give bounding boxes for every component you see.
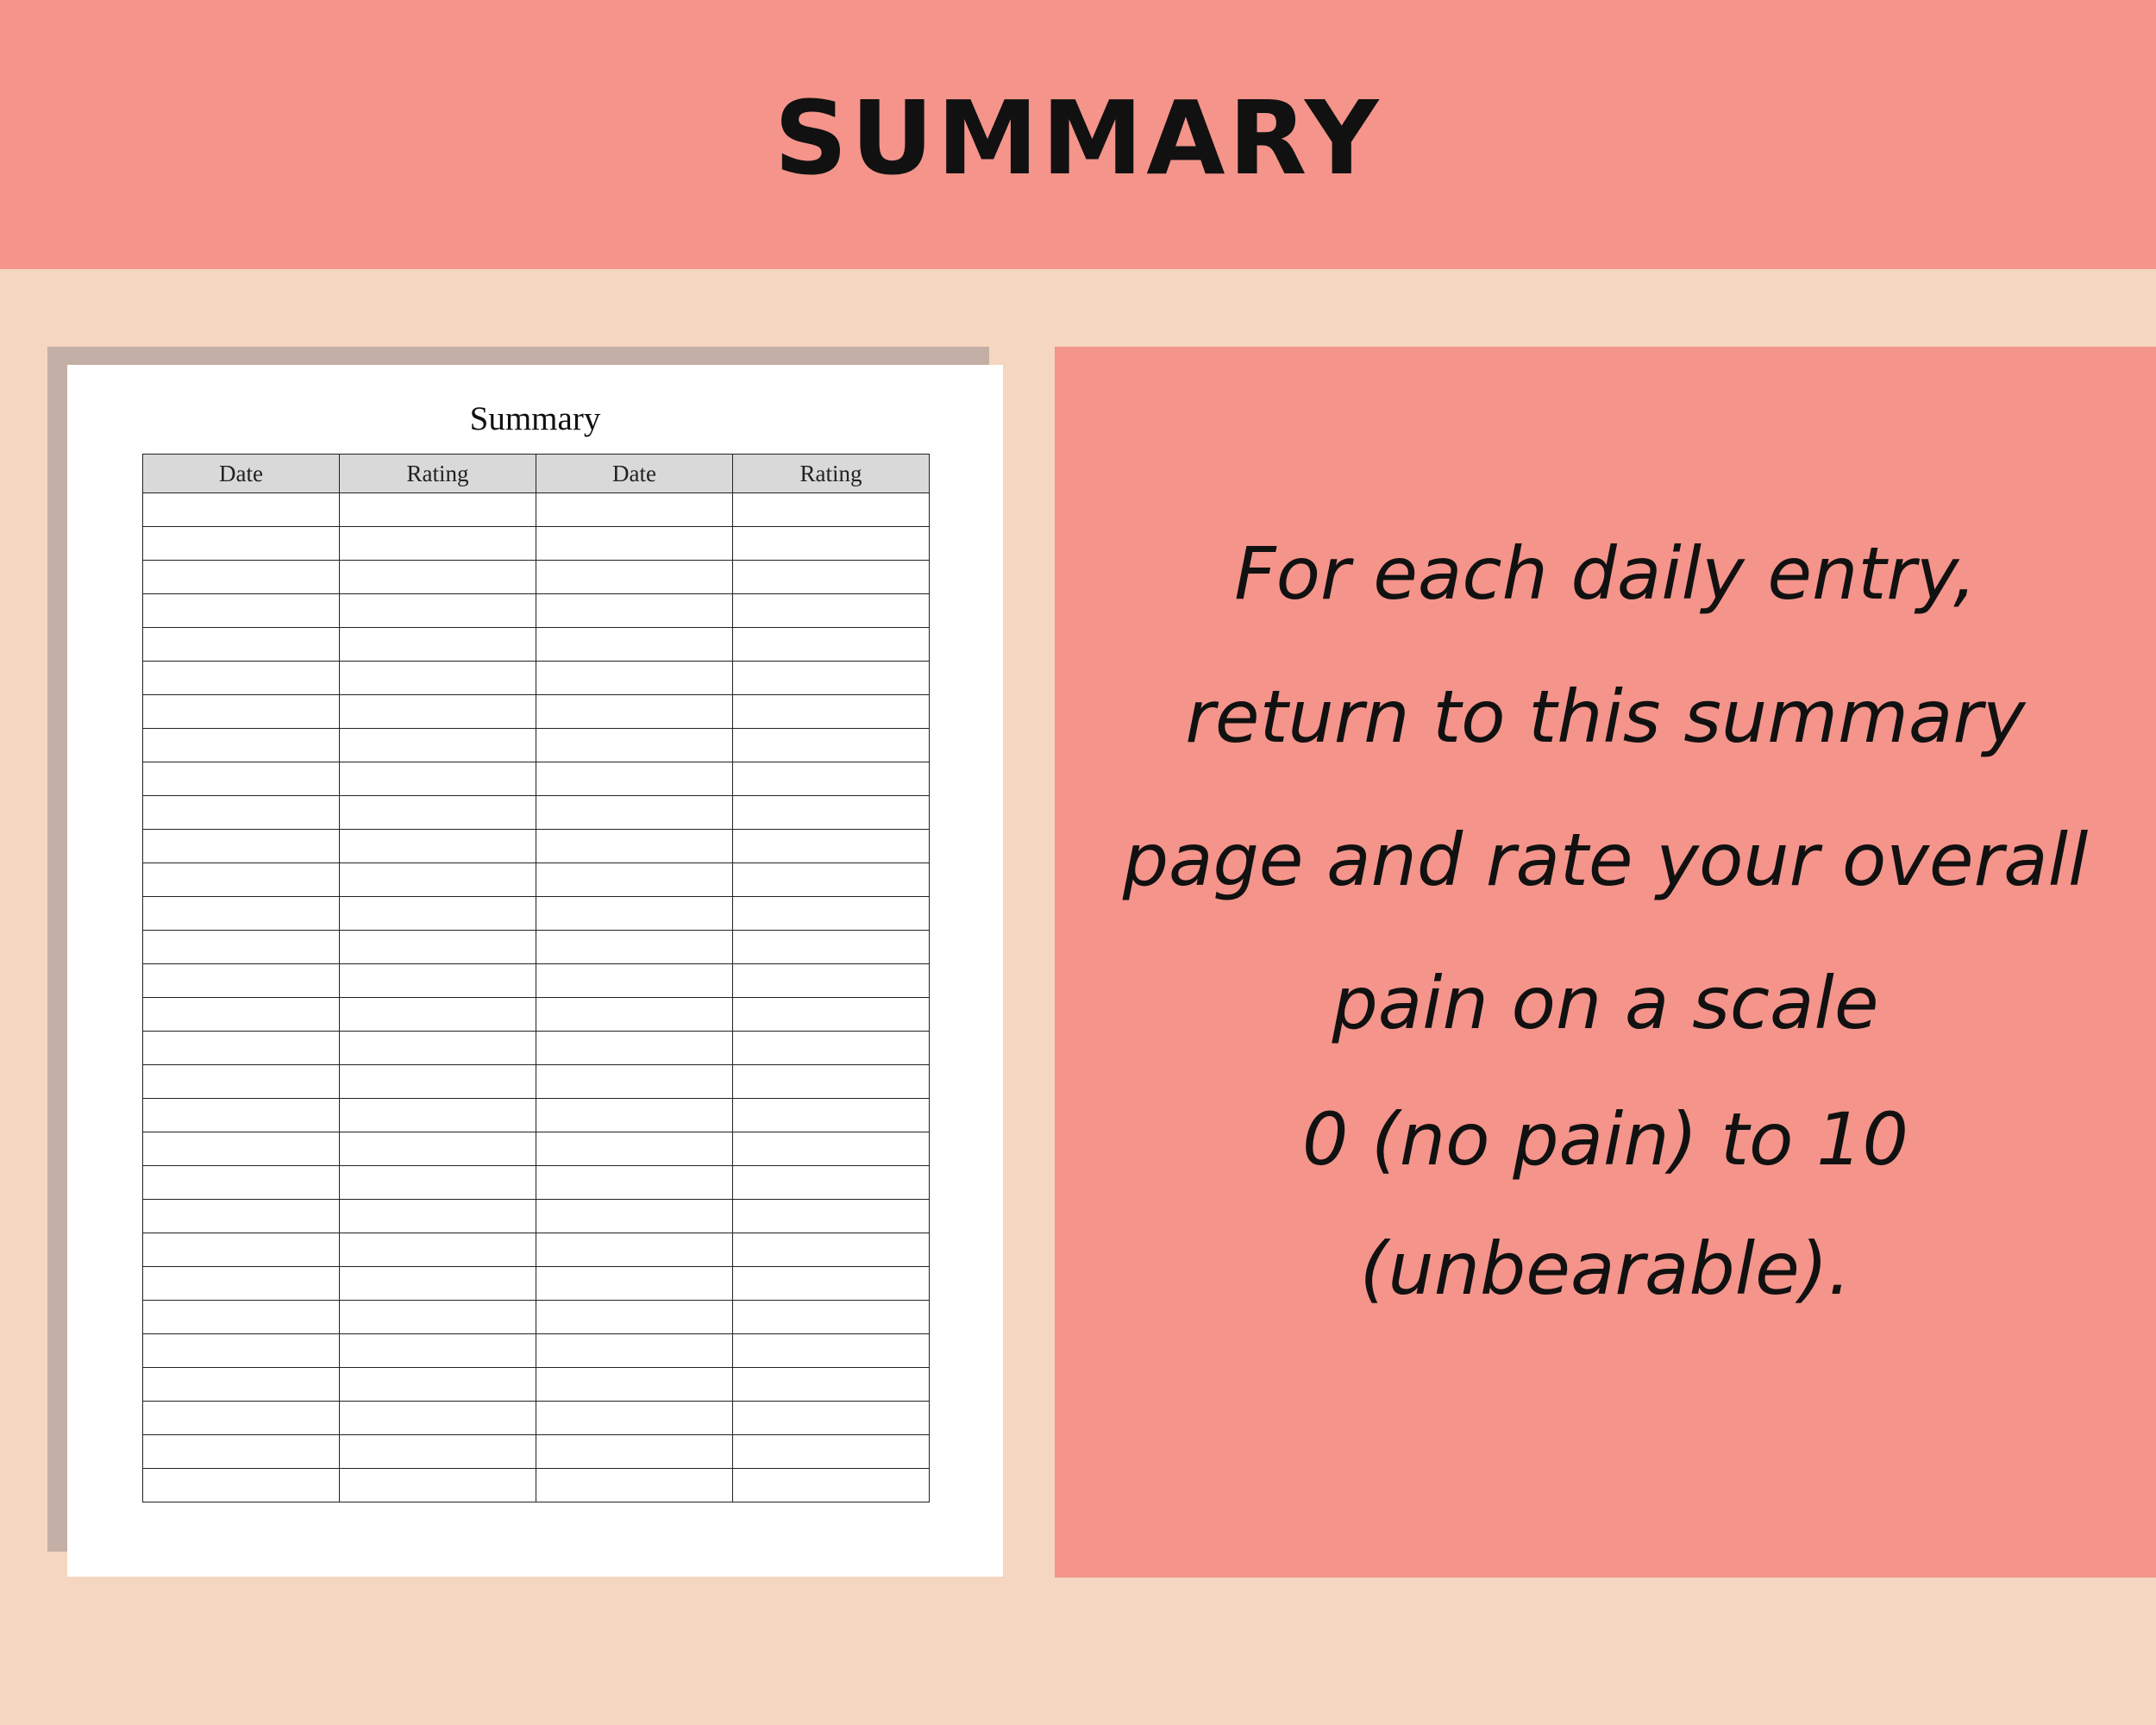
blank-cell	[733, 931, 930, 964]
blank-cell	[733, 493, 930, 527]
table-row	[143, 527, 930, 561]
blank-cell	[536, 964, 733, 998]
banner-title: SUMMARY	[774, 78, 1382, 198]
blank-cell	[340, 1301, 536, 1334]
blank-cell	[733, 1132, 930, 1166]
blank-cell	[536, 830, 733, 863]
sheet-title: Summary	[469, 400, 601, 437]
instruction-line: For each daily entry,	[1234, 531, 1977, 616]
table-row	[143, 1200, 930, 1233]
table-row	[143, 1099, 930, 1132]
blank-cell	[733, 1099, 930, 1132]
table-body	[143, 493, 930, 1502]
blank-cell	[733, 1032, 930, 1065]
blank-cell	[143, 796, 340, 830]
table-row	[143, 493, 930, 527]
blank-cell	[340, 897, 536, 931]
blank-cell	[340, 762, 536, 796]
blank-cell	[733, 527, 930, 561]
summary-table	[142, 454, 930, 1502]
blank-cell	[143, 1032, 340, 1065]
instruction-line: return to this summary	[1185, 674, 2026, 759]
instruction-line: page and rate your overall	[1122, 818, 2089, 902]
blank-cell	[143, 1435, 340, 1469]
blank-cell	[143, 931, 340, 964]
blank-cell	[143, 1469, 340, 1502]
table-row	[143, 863, 930, 897]
blank-cell	[143, 729, 340, 762]
blank-cell	[733, 863, 930, 897]
blank-cell	[143, 830, 340, 863]
table-row	[143, 897, 930, 931]
blank-cell	[340, 863, 536, 897]
blank-cell	[536, 1435, 733, 1469]
blank-cell	[143, 863, 340, 897]
blank-cell	[143, 628, 340, 662]
blank-cell	[536, 594, 733, 628]
blank-cell	[340, 527, 536, 561]
table-row	[143, 1065, 930, 1099]
blank-cell	[340, 1233, 536, 1267]
table-row	[143, 1166, 930, 1200]
blank-cell	[733, 830, 930, 863]
blank-cell	[340, 1469, 536, 1502]
blank-cell	[733, 695, 930, 729]
blank-cell	[340, 1368, 536, 1402]
blank-cell	[733, 1233, 930, 1267]
blank-cell	[536, 1166, 733, 1200]
table-row	[143, 1334, 930, 1368]
blank-cell	[733, 1301, 930, 1334]
table-row	[143, 561, 930, 594]
blank-cell	[143, 493, 340, 527]
blank-cell	[143, 695, 340, 729]
blank-cell	[733, 796, 930, 830]
blank-cell	[340, 830, 536, 863]
blank-cell	[340, 561, 536, 594]
blank-cell	[143, 897, 340, 931]
blank-cell	[143, 527, 340, 561]
blank-cell	[733, 998, 930, 1032]
blank-cell	[733, 729, 930, 762]
blank-cell	[143, 1200, 340, 1233]
blank-cell	[340, 695, 536, 729]
blank-cell	[340, 931, 536, 964]
blank-cell	[536, 1469, 733, 1502]
blank-cell	[340, 1435, 536, 1469]
blank-cell	[536, 796, 733, 830]
blank-cell	[340, 1267, 536, 1301]
blank-cell	[536, 729, 733, 762]
table-row	[143, 594, 930, 628]
table-row	[143, 662, 930, 695]
header-banner	[0, 0, 2156, 269]
blank-cell	[340, 1200, 536, 1233]
blank-cell	[340, 1132, 536, 1166]
table-row	[143, 1469, 930, 1502]
blank-cell	[536, 1334, 733, 1368]
blank-cell	[536, 662, 733, 695]
blank-cell	[536, 628, 733, 662]
blank-cell	[340, 1099, 536, 1132]
instruction-line: 0 (no pain) to 10 (unbearable).	[1301, 1097, 1908, 1311]
blank-cell	[733, 662, 930, 695]
table-row	[143, 998, 930, 1032]
blank-cell	[733, 1469, 930, 1502]
table-row	[143, 796, 930, 830]
instructions-panel	[1055, 347, 2156, 1578]
table-row	[143, 1233, 930, 1267]
blank-cell	[143, 998, 340, 1032]
column-header-date-2: Date	[536, 455, 733, 493]
column-header-date-1: Date	[143, 455, 340, 493]
column-header-rating-1: Rating	[340, 455, 536, 493]
table-row	[143, 762, 930, 796]
blank-cell	[536, 1132, 733, 1166]
blank-cell	[733, 964, 930, 998]
blank-cell	[733, 1166, 930, 1200]
blank-cell	[733, 1267, 930, 1301]
table-row	[143, 695, 930, 729]
blank-cell	[733, 594, 930, 628]
table-row	[143, 1267, 930, 1301]
blank-cell	[143, 1267, 340, 1301]
blank-cell	[733, 897, 930, 931]
table-row	[143, 1132, 930, 1166]
blank-cell	[340, 729, 536, 762]
table-row	[143, 1435, 930, 1469]
blank-cell	[733, 762, 930, 796]
blank-cell	[536, 1200, 733, 1233]
table-row	[143, 964, 930, 998]
blank-cell	[536, 1301, 733, 1334]
blank-cell	[340, 1065, 536, 1099]
blank-cell	[340, 1032, 536, 1065]
table-row	[143, 1301, 930, 1334]
blank-cell	[340, 1402, 536, 1435]
column-header-rating-2: Rating	[733, 455, 930, 493]
blank-cell	[340, 493, 536, 527]
blank-cell	[143, 1368, 340, 1402]
blank-cell	[340, 964, 536, 998]
blank-cell	[733, 1065, 930, 1099]
blank-cell	[733, 1334, 930, 1368]
blank-cell	[340, 1334, 536, 1368]
blank-cell	[340, 1166, 536, 1200]
blank-cell	[536, 527, 733, 561]
blank-cell	[536, 1065, 733, 1099]
table-row	[143, 830, 930, 863]
blank-cell	[733, 628, 930, 662]
blank-cell	[340, 628, 536, 662]
blank-cell	[143, 1132, 340, 1166]
blank-cell	[143, 762, 340, 796]
blank-cell	[536, 1368, 733, 1402]
blank-cell	[536, 1267, 733, 1301]
blank-cell	[143, 1233, 340, 1267]
blank-cell	[340, 662, 536, 695]
blank-cell	[143, 561, 340, 594]
table-header-row	[143, 455, 930, 493]
blank-cell	[536, 1233, 733, 1267]
blank-cell	[733, 1200, 930, 1233]
instruction-line: pain on a scale	[1332, 961, 1879, 1045]
summary-sheet-preview	[67, 365, 1003, 1577]
blank-cell	[733, 1368, 930, 1402]
blank-cell	[143, 1065, 340, 1099]
table-row	[143, 628, 930, 662]
table-row	[143, 729, 930, 762]
blank-cell	[733, 1435, 930, 1469]
blank-cell	[536, 695, 733, 729]
blank-cell	[733, 561, 930, 594]
blank-cell	[536, 1099, 733, 1132]
blank-cell	[536, 931, 733, 964]
blank-cell	[340, 998, 536, 1032]
blank-cell	[143, 1402, 340, 1435]
blank-cell	[536, 863, 733, 897]
table-row	[143, 931, 930, 964]
blank-cell	[536, 1402, 733, 1435]
blank-cell	[143, 662, 340, 695]
blank-cell	[536, 762, 733, 796]
blank-cell	[536, 1032, 733, 1065]
blank-cell	[143, 1301, 340, 1334]
blank-cell	[340, 796, 536, 830]
blank-cell	[143, 964, 340, 998]
instructions-text	[1055, 502, 2156, 1333]
blank-cell	[143, 1334, 340, 1368]
table-row	[143, 1402, 930, 1435]
blank-cell	[143, 594, 340, 628]
blank-cell	[536, 897, 733, 931]
blank-cell	[536, 493, 733, 527]
blank-cell	[536, 998, 733, 1032]
blank-cell	[340, 594, 536, 628]
blank-cell	[143, 1099, 340, 1132]
table-row	[143, 1032, 930, 1065]
blank-cell	[536, 561, 733, 594]
blank-cell	[733, 1402, 930, 1435]
blank-cell	[143, 1166, 340, 1200]
table-row	[143, 1368, 930, 1402]
